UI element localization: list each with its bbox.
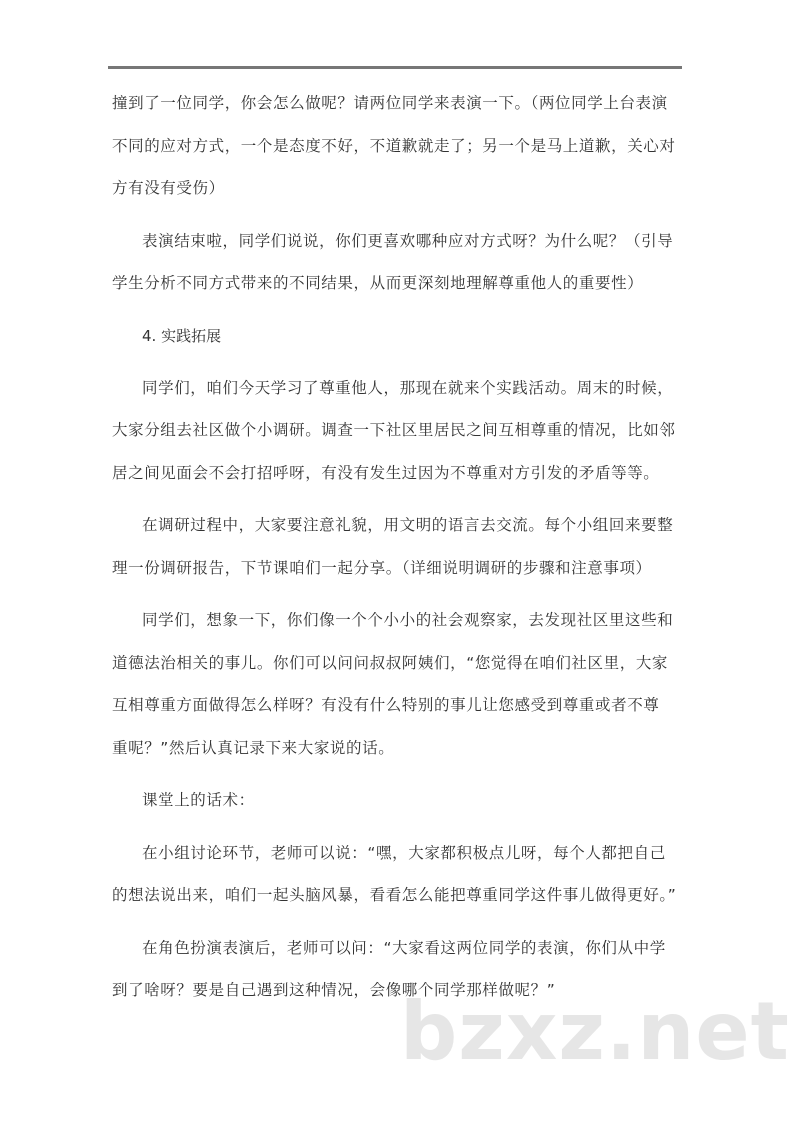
text-line: 大家分组去社区做个小调研。调查一下社区里居民之间互相尊重的情况，比如邻 — [112, 421, 676, 439]
document-body — [112, 82, 692, 1022]
paragraph — [112, 220, 692, 305]
text-line: 课堂上的话术： — [142, 791, 255, 809]
paragraph — [112, 779, 692, 822]
text-line: 的想法说出来，咱们一起头脑风暴，看看怎么能把尊重同学这件事儿做得更好。” — [112, 886, 677, 904]
text-line: 居之间见面会不会打招呼呀，有没有发生过因为不尊重对方引发的矛盾等等。 — [112, 463, 660, 482]
text-line: 在小组讨论环节，老师可以说：“嘿，大家都积极点儿呀，每个人都把自己 — [142, 843, 666, 862]
text-line: 撞到了一位同学，你会怎么做呢？请两位同学来表演一下。（两位同学上台表演 — [112, 94, 668, 112]
paragraph — [112, 599, 692, 769]
header-rule — [108, 66, 682, 69]
text-line: 不同的应对方式，一个是态度不好，不道歉就走了；另一个是马上道歉，关心对 — [112, 136, 676, 155]
paragraph — [112, 82, 692, 210]
text-line: 表演结束啦，同学们说说，你们更喜欢哪种应对方式呀？为什么呢？（引导 — [142, 231, 674, 250]
watermark: bzxz.net — [400, 985, 790, 1078]
paragraph — [112, 367, 692, 495]
text-line: 到了啥呀？要是自己遇到这种情况，会像哪个同学那样做呢？” — [112, 981, 556, 999]
paragraph — [112, 832, 692, 917]
text-line: 理一份调研报告，下节课咱们一起分享。（详细说明调研的步骤和注意事项） — [112, 558, 652, 577]
text-line: 在角色扮演表演后，老师可以问：“大家看这两位同学的表演，你们从中学 — [142, 938, 666, 957]
text-line: 同学们，咱们今天学习了尊重他人，那现在就来个实践活动。周末的时候， — [142, 378, 674, 397]
text-line: 同学们，想象一下，你们像一个个小小的社会观察家，去发现社区里这些和 — [142, 611, 674, 629]
text-line: 在调研过程中，大家要注意礼貌，用文明的语言去交流。每个小组回来要整 — [142, 516, 674, 534]
text-line: 重呢？”然后认真记录下来大家说的话。 — [112, 738, 395, 757]
paragraph — [112, 504, 692, 589]
section-heading: 4. 实践拓展 — [142, 326, 222, 345]
text-line: 道德法治相关的事儿。你们可以问问叔叔阿姨们，“您觉得在咱们社区里，大家 — [112, 653, 669, 672]
text-line: 互相尊重方面做得怎么样呀？有没有什么特别的事儿让您感受到尊重或者不尊 — [112, 696, 660, 714]
text-line: 学生分析不同方式带来的不同结果，从而更深刻地理解尊重他人的重要性） — [112, 274, 644, 292]
text-line: 方有没有受伤） — [112, 179, 225, 197]
